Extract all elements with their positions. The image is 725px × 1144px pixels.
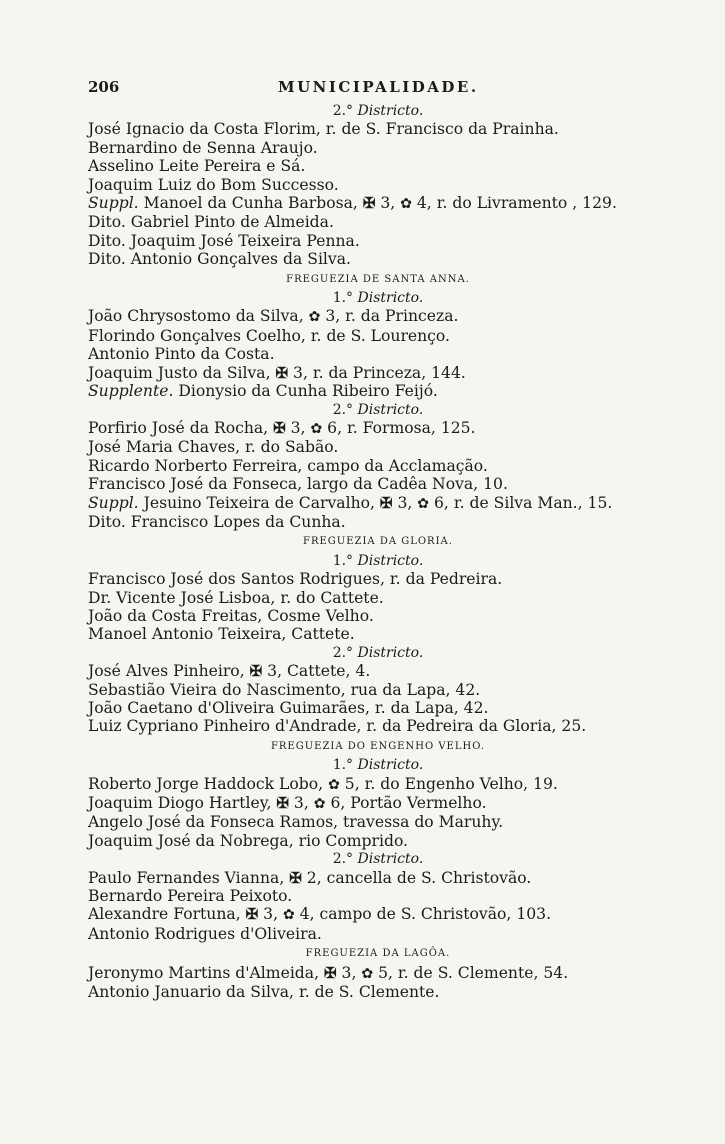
rose-icon: ✿: [282, 907, 295, 924]
parish-heading: [88, 945, 668, 963]
list-item: [88, 662, 668, 680]
district-heading: [88, 850, 668, 868]
entry-value: 3, r. da Princeza, 144.: [288, 363, 466, 382]
entry-detail: 6, Portão Vermelho.: [325, 794, 487, 813]
entry-detail: 6, r. Formosa, 125.: [322, 418, 476, 437]
entry-value: 3,: [392, 493, 418, 512]
entry-value: 3,: [288, 794, 314, 813]
entry-detail: 6, r. de Silva Man., 15.: [429, 493, 613, 512]
entry-name: Paulo Fernandes Vianna,: [88, 868, 290, 887]
cross-icon: ✠: [276, 794, 289, 813]
list-item: [88, 887, 668, 905]
rose-icon: ✿: [310, 420, 323, 437]
district-number: 2.°: [332, 851, 354, 868]
district-number: 1.°: [332, 290, 354, 307]
district-number: 1.°: [332, 757, 354, 774]
list-item: [88, 983, 668, 1001]
entry-value: 3,: [285, 418, 311, 437]
entry-text: José Maria Chaves, r. do Sabão.: [88, 438, 339, 457]
cross-icon: ✠: [362, 194, 376, 213]
rose-icon: ✿: [308, 309, 321, 326]
entry-text: Ricardo Norberto Ferreira, campo da Acclamação.: [88, 456, 488, 475]
list-item: [88, 120, 668, 138]
entry-name: José Alves Pinheiro,: [88, 662, 250, 681]
entry-text: Antonio Rodrigues d'Oliveira.: [88, 924, 322, 943]
entry-name: Dionysio da Cunha Ribeiro Feijó.: [173, 382, 438, 401]
entry-text: Antonio Januario da Silva, r. de S. Clemente.: [88, 983, 440, 1002]
entry-text: José Ignacio da Costa Florim, r. de S. Francisco da Prainha.: [88, 120, 559, 139]
entry-text: Francisco José dos Santos Rodrigues, r. da Pedreira.: [88, 570, 503, 589]
parish-title: FREGUEZIA DA GLORIA.: [303, 536, 453, 548]
list-item: [88, 382, 668, 400]
cross-icon: ✠: [249, 662, 263, 681]
entry-text: Bernardo Pereira Peixoto.: [88, 887, 293, 906]
district-heading: [88, 644, 668, 662]
list-item: [88, 250, 668, 268]
list-item: [88, 794, 668, 813]
list-item: [88, 438, 668, 456]
district-word: Districto.: [357, 103, 424, 119]
entry-text: Bernardino de Senna Araujo.: [88, 138, 318, 157]
cross-icon: ✠: [379, 493, 393, 512]
list-item: [88, 307, 668, 326]
list-item: [88, 775, 668, 794]
list-item: [88, 813, 668, 831]
entry-text: Francisco José da Fonseca, largo da Cadêa Nova, 10.: [88, 475, 508, 494]
district-number: 2.°: [332, 401, 354, 418]
list-item: [88, 364, 668, 382]
rose-icon: ✿: [313, 796, 326, 813]
list-item: [88, 869, 668, 887]
parish-heading: [88, 271, 668, 289]
list-item: [88, 176, 668, 194]
entry-name: João Chrysostomo da Silva,: [88, 307, 309, 326]
running-head: MUNICIPALIDADE.: [278, 78, 479, 96]
list-item: [88, 457, 668, 475]
entry-text: Asselino Leite Pereira e Sá.: [88, 157, 306, 176]
entry-name: Joaquim Diogo Hartley,: [88, 794, 277, 813]
list-item: [88, 232, 668, 250]
entry-name: Roberto Jorge Haddock Lobo,: [88, 774, 329, 793]
list-item: [88, 475, 668, 493]
entry-text: Sebastião Vieira do Nascimento, rua da Lapa, 42.: [88, 680, 481, 699]
entry-text: Joaquim Luiz do Bom Successo.: [88, 175, 339, 194]
list-item: [88, 681, 668, 699]
entry-detail: 5, r. do Engenho Velho, 19.: [339, 774, 558, 793]
list-item: [88, 699, 668, 717]
entry-value: 3, Cattete, 4.: [262, 662, 371, 681]
entry-text: Dito. Antonio Gonçalves da Silva.: [88, 250, 351, 269]
rose-icon: ✿: [400, 196, 412, 213]
entry-value: 3,: [375, 194, 401, 213]
page-number: 206: [88, 78, 120, 96]
entry-name: Alexandre Fortuna,: [88, 905, 246, 924]
entry-name: Manoel da Cunha Barbosa,: [138, 194, 363, 213]
parish-title: FREGUEZIA DE SANTA ANNA.: [286, 273, 470, 285]
entry-prefix: Suppl.: [88, 493, 139, 512]
list-item: [88, 717, 668, 735]
list-item: [88, 139, 668, 157]
page-header: [88, 76, 668, 98]
entry-name: Jesuino Teixeira de Carvalho,: [138, 493, 380, 512]
district-word: Districto.: [357, 757, 424, 774]
cross-icon: ✠: [273, 418, 286, 437]
list-item: [88, 925, 668, 943]
list-item: [88, 570, 668, 588]
entry-detail: 4, campo de S. Christovão, 103.: [294, 905, 552, 924]
entry-text: Antonio Pinto da Costa.: [88, 345, 275, 364]
rose-icon: ✿: [417, 495, 430, 512]
entry-text: Luiz Cypriano Pinheiro d'Andrade, r. da Pedreira da Gloria, 25.: [88, 717, 587, 736]
entry-value: 2, cancella de S. Christovão.: [301, 868, 532, 887]
entry-text: Florindo Gonçalves Coelho, r. de S. Lourenço.: [88, 326, 450, 345]
entry-text: Angelo José da Fonseca Ramos, travessa do Maruhy.: [88, 813, 504, 832]
rose-icon: ✿: [361, 965, 374, 982]
list-item: [88, 513, 668, 531]
entry-name: Porfirio José da Rocha,: [88, 418, 274, 437]
list-item: [88, 419, 668, 438]
district-heading: [88, 552, 668, 570]
entry-text: Dito. Joaquim José Teixeira Penna.: [88, 231, 360, 250]
entry-text: Dito. Francisco Lopes da Cunha.: [88, 512, 346, 531]
rose-icon: ✿: [328, 776, 340, 793]
entry-detail: 3, r. da Princeza.: [320, 307, 459, 326]
entry-text: João da Costa Freitas, Cosme Velho.: [88, 606, 374, 625]
district-number: 1.°: [332, 552, 354, 569]
district-word: Districto.: [357, 851, 424, 868]
list-item: [88, 213, 668, 231]
entry-name: Joaquim Justo da Silva,: [88, 363, 276, 382]
entry-value: 3,: [258, 905, 283, 924]
district-heading: [88, 401, 668, 419]
district-word: Districto.: [357, 290, 424, 307]
list-item: [88, 345, 668, 363]
list-item: [88, 625, 668, 643]
parish-title: FREGUEZIA DO ENGENHO VELHO.: [270, 740, 486, 752]
cross-icon: ✠: [289, 868, 302, 887]
district-word: Districto.: [357, 552, 424, 569]
entry-text: Joaquim José da Nobrega, rio Comprido.: [88, 831, 409, 850]
list-item: [88, 327, 668, 345]
parish-heading: [88, 738, 668, 756]
cross-icon: ✠: [245, 905, 259, 924]
district-number: 2.°: [332, 103, 354, 119]
district-heading: [88, 102, 668, 120]
entry-text: João Caetano d'Oliveira Guimarães, r. da Lapa, 42.: [88, 699, 489, 717]
list-item: [88, 905, 668, 924]
entry-text: Dito. Gabriel Pinto de Almeida.: [88, 213, 334, 232]
parish-heading: [88, 533, 668, 551]
entry-prefix: Supplente.: [88, 382, 174, 401]
entry-value: 3,: [336, 963, 362, 982]
cross-icon: ✠: [324, 963, 337, 982]
directory-listing: [88, 102, 668, 1002]
list-item: [88, 964, 668, 983]
entry-name: Jeronymo Martins d'Almeida,: [88, 963, 324, 982]
parish-title: FREGUEZIA DA LAGÔA.: [305, 948, 451, 960]
list-item: [88, 832, 668, 850]
district-word: Districto.: [357, 644, 424, 661]
district-number: 2.°: [332, 644, 354, 661]
list-item: [88, 194, 668, 213]
entry-prefix: Suppl.: [88, 194, 139, 213]
district-word: Districto.: [357, 401, 424, 418]
cross-icon: ✠: [275, 363, 289, 382]
list-item: [88, 607, 668, 625]
list-item: [88, 494, 668, 513]
district-heading: [88, 756, 668, 774]
entry-text: Dr. Vicente José Lisboa, r. do Cattete.: [88, 588, 384, 607]
list-item: [88, 589, 668, 607]
list-item: [88, 157, 668, 175]
district-heading: [88, 289, 668, 307]
entry-detail: 4, r. do Livramento , 129.: [411, 194, 617, 213]
entry-text: Manoel Antonio Teixeira, Cattete.: [88, 625, 355, 644]
entry-detail: 5, r. de S. Clemente, 54.: [373, 963, 569, 982]
